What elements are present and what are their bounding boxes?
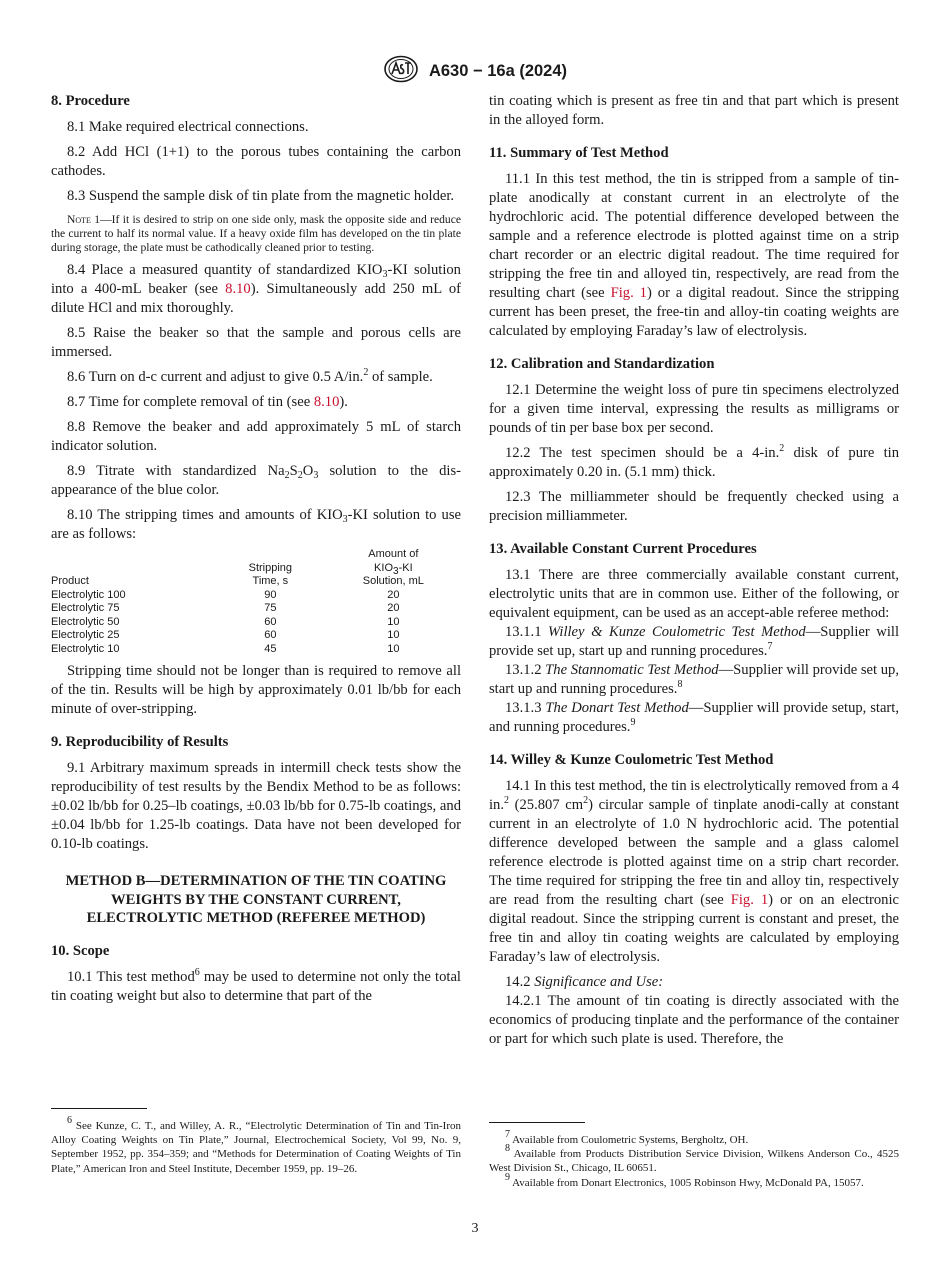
- note-1-label: Note 1: [67, 213, 101, 226]
- footnote-9: $^9$ Available from Donart Electronics, 1005 Robinson Hwy, McDonald PA, 15057.: [505, 1171, 864, 1189]
- paragraph-8-10: 8.10 The stripping times and amounts of $KIO_3-KI$ solution to use are as follows:: [51, 507, 461, 542]
- section-12-heading: 12. Calibration and Standardization: [489, 356, 715, 372]
- paragraph-stripping-time: Stripping time should not be longer than is required to remove all of the tin. Results will be high by approximately 0.01 lb/bb for each minute of over-stripping.: [51, 663, 461, 717]
- th-amount-line3: Solution, mL: [362, 575, 424, 587]
- section-8-heading: 8. Procedure: [51, 93, 130, 109]
- th-amount-line1: Amount of: [368, 548, 419, 560]
- footnote-rule-right: [489, 1122, 585, 1123]
- th-stripping-line1: Stripping: [248, 561, 293, 574]
- th-stripping-line2: Time, s: [252, 575, 289, 587]
- table-row: Electrolytic 75 75 20: [51, 602, 400, 614]
- link-8-10[interactable]: 8.10: [313, 394, 340, 410]
- paragraph-13-1-2: 13.1.2 The Stannomatic Test Method—Supplier will provide set up, start up and running procedures.$^8$: [489, 662, 899, 697]
- th-product: Product: [51, 575, 89, 587]
- paragraph-11-1: 11.1 In this test method, the tin is stripped from a sample of tin-plate anodically at constant current in an electrolyte of the hydrochloric acid. The potential difference developed between the sample and a reference electrode is plotted against time on a strip chart recorder or an electric digital readout. The time required for stripping the free tin and alloyed tin, respectively, are read from the resulting chart (see Fig. 1) or a digital readout. Since the stripping current has been preset, the free-tin and alloy-tin coating weights are calculated by employing Faraday’s law of electrolysis.: [489, 171, 900, 339]
- link-fig-1[interactable]: Fig. 1: [730, 892, 769, 908]
- paragraph-14-2-1: 14.2.1 The amount of tin coating is directly associated with the economics of producing tinplate and the performance of the container or part for which such plate is used. Therefore, the: [489, 993, 899, 1047]
- footnote-8: $^8$ Available from Products Distribution Service Division, Wilkens Anderson Co., 4525 West Division St., Chicago, IL 60651.: [489, 1143, 899, 1175]
- left-column: [51, 92, 461, 1012]
- paragraph-8-2: 8.2 Add HCl (1+1) to the porous tubes containing the carbon cathodes.: [51, 144, 461, 179]
- paragraph-12-2: 12.2 The test specimen should be a 4-in.$^2$ disk of pure tin approximately 0.20 in. (5.1 mm) thick.: [489, 443, 899, 480]
- table-row: Electrolytic 25 60 10: [51, 629, 400, 641]
- table-row: Electrolytic 50 60 10: [51, 615, 400, 628]
- paragraph-10-1: 10.1 This test method$^6$ may be used to determine not only the total tin coating weight but also to determine that part of the: [51, 966, 461, 1004]
- method-b-heading: METHOD B—DETERMINATION OF THE TIN COATING WEIGHTS BY THE CONSTANT CURRENT, ELECTROLYTIC METHOD (REFEREE METHOD): [65, 873, 447, 926]
- table-row: Electrolytic 100 90 20: [51, 588, 400, 601]
- table-row: Electrolytic 10 45 10: [51, 642, 400, 655]
- paragraph-13-1: 13.1 There are three commercially available constant current, electrolytic units that are in common use. Either of the following, or equivalent equipment, can be used as an accept-able referee method:: [489, 567, 899, 621]
- paragraph-8-8: 8.8 Remove the beaker and add approximately 5 mL of starch indicator solution.: [51, 419, 461, 454]
- paragraph-8-4: 8.4 Place a measured quantity of standardized $KIO_3-KI$ solution into a 400-mL beaker (see 8.10). Simultaneously add 250 mL of dilute HCl and mix thoroughly.: [51, 262, 461, 316]
- paragraph-8-9: 8.9 Titrate with standardized $Na_2S_2O_3$ solution to the dis-appearance of the blue color.: [51, 463, 461, 498]
- section-13-heading: 13. Available Constant Current Procedures: [489, 541, 757, 557]
- page-header: [0, 55, 950, 88]
- right-column: [489, 92, 899, 1055]
- link-fig-1[interactable]: Fig. 1: [610, 285, 647, 301]
- stripping-table: [51, 548, 461, 656]
- note-1: [51, 213, 461, 255]
- astm-logo-icon: [383, 55, 419, 88]
- section-14-heading: 14. Willey & Kunze Coulometric Test Method: [489, 752, 774, 768]
- note-1-text: —If it is desired to strip on one side only, mask the opposite side and reduce the current to half its normal value. If a heavy oxide film has developed on the tin plate during storage, the plate must be cathodically cleaned prior to testing.: [51, 213, 461, 254]
- section-9-heading: 9. Reproducibility of Results: [51, 734, 229, 750]
- footnote-7: $^7$ Available from Coulometric Systems, Bergholtz, OH.: [505, 1129, 749, 1146]
- paragraph-9-1: 9.1 Arbitrary maximum spreads in intermill check tests show the reproducibility of test results by the Bendix Method to be as follows: ±0.02 lb/bb for 0.25–lb coatings, ±0.03 lb/bb for 0.75-lb coatings, and ±0.04 lb/bb for 1.25-lb coatings. Data have not been developed for 0.10-lb coatings.: [51, 760, 461, 852]
- paragraph-8-3: 8.3 Suspend the sample disk of tin plate from the magnetic holder.: [67, 188, 455, 204]
- paragraph-12-3: 12.3 The milliammeter should be frequently checked using a precision milliammeter.: [489, 489, 899, 524]
- paragraph-14-2: 14.2 Significance and Use:: [505, 974, 664, 990]
- paragraph-8-6: 8.6 Turn on d-c current and adjust to give 0.5 A/in.$^2$ of sample.: [67, 367, 433, 385]
- paragraph-14-1: 14.1 In this test method, the tin is electrolytically removed from a 4 in.$^2$ (25.807 $cm^2$) circular sample of tinplate anodi-cally at constant current in an electrolyte of 1.0 N hydrochloric acid. The potential difference developed between the sample and a glass calomel reference electrode is plotted against time on a strip chart recorder. The time required for stripping the free tin and alloy tin, respectively are read from the resulting chart (see Fig. 1) or on an electronic digital readout. Since the stripping current is constant and preset, the free tin and alloy tin coating weights are calculated by employing Faraday’s law of electrolysis.: [489, 778, 900, 965]
- paragraph-8-1: 8.1 Make required electrical connections.: [67, 119, 309, 135]
- footnote-6: $^6$ See Kunze, C. T., and Willey, A. R., “Electrolytic Determination of Tin and Tin-Iron Alloy Coating Weights on Tin Plate,” Journal, Electrochemical Society, Vol 99, No. 9, September 1952, pp. 354–359; and “Methods for Determination of Coating Weights of Tin Plate,” American Iron and Steel Institute, December 1959, pp. 19–26.: [51, 1115, 461, 1175]
- paragraph-13-1-1: 13.1.1 Willey & Kunze Coulometric Test Method—Supplier will provide set up, start up and running procedures.$^7$: [489, 624, 899, 659]
- paragraph-12-1: 12.1 Determine the weight loss of pure tin specimens electrolyzed for a given time interval, expressing the results as milligrams or pounds of tin per base box per second.: [489, 382, 899, 436]
- section-11-heading: 11. Summary of Test Method: [489, 145, 669, 161]
- paragraph-13-1-3: 13.1.3 The Donart Test Method—Supplier will provide setup, start, and running procedures.$^9$: [489, 700, 899, 735]
- footnote-rule-left: [51, 1108, 147, 1109]
- document-designation: A630 − 16a (2024): [428, 62, 568, 80]
- page-number: 3: [471, 1221, 479, 1236]
- section-10-heading: 10. Scope: [51, 942, 110, 959]
- footnotes-left: [51, 1115, 461, 1176]
- footnotes-right: [489, 1129, 899, 1190]
- th-amount-line2: $KIO_3-KI$: [374, 561, 413, 577]
- paragraph-8-7: 8.7 Time for complete removal of tin (see 8.10).: [67, 394, 348, 410]
- link-8-10[interactable]: 8.10: [225, 281, 251, 297]
- paragraph-10-1-continued: tin coating which is present as free tin and that part which is present in the alloyed form.: [489, 93, 899, 128]
- paragraph-8-5: 8.5 Raise the beaker so that the sample and porous cells are immersed.: [51, 325, 461, 360]
